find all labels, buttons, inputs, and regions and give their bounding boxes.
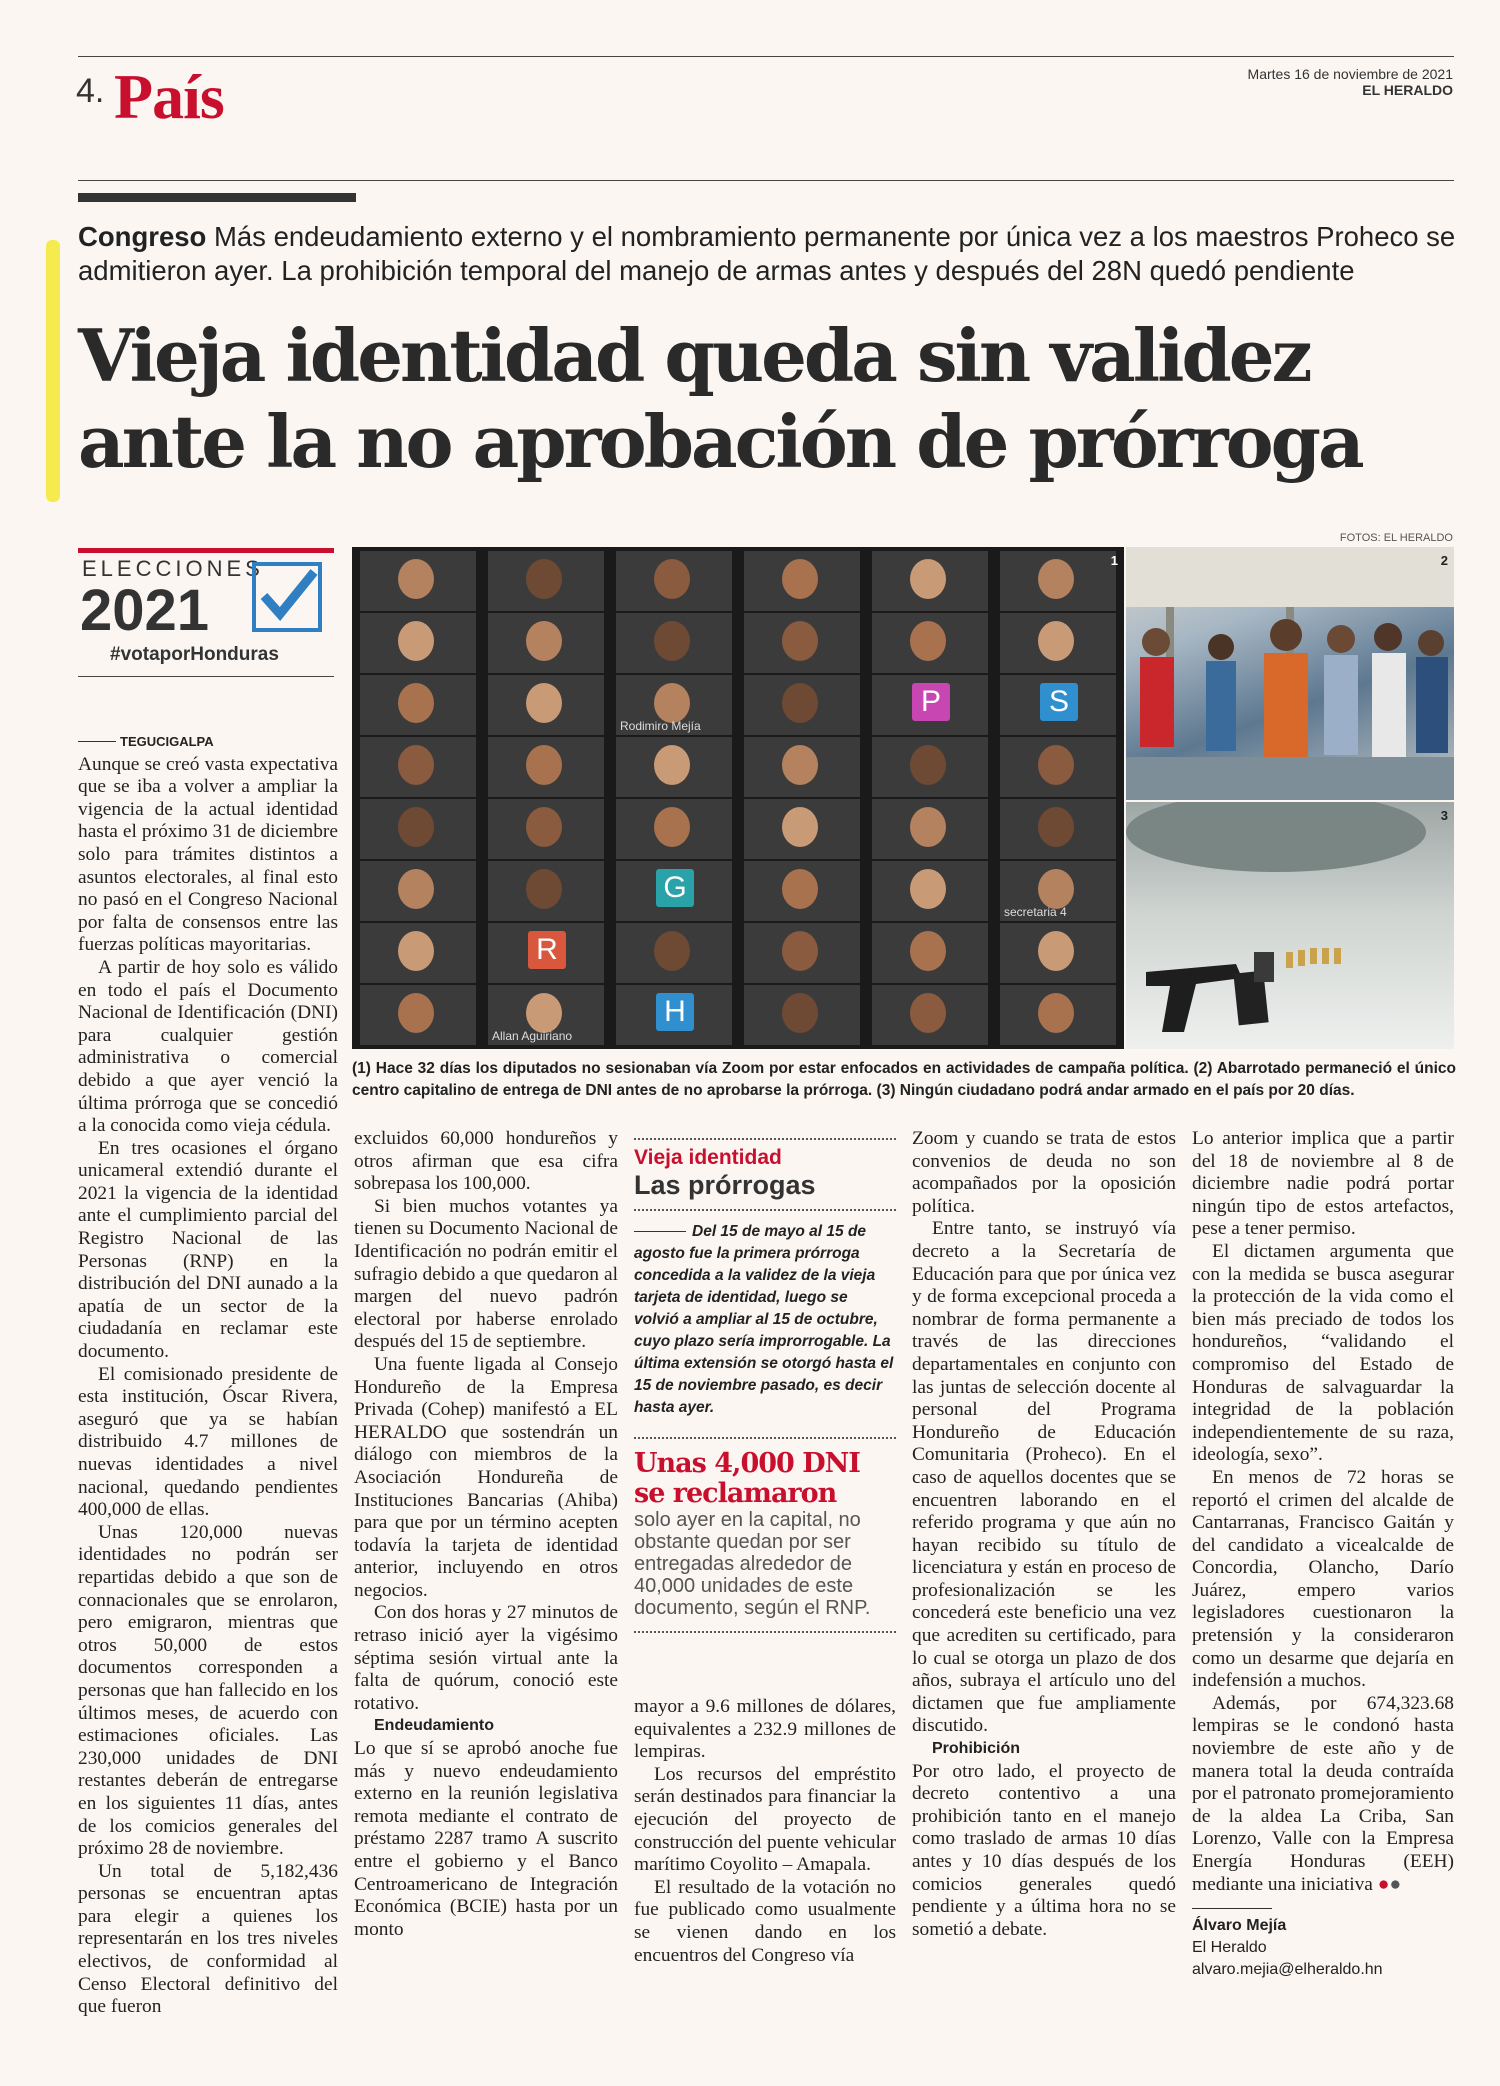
- zoom-tile: [872, 923, 988, 983]
- participant-face: [782, 993, 818, 1033]
- paragraph: [1192, 1693, 1454, 1896]
- paragraph: mayor a 9.6 millones de dólares, equivalentes a 232.9 millones de lempiras.: [634, 1696, 896, 1763]
- sidebar-rule: [634, 1231, 686, 1232]
- headline-line-1: Vieja identidad queda sin validez: [78, 313, 1310, 398]
- zoom-session-photo: [352, 547, 1124, 1049]
- paragraph: El dictamen argumenta que con la medida se busca asegurar la protección de la vida como el bien más preciado de todos los hondureños, “validando el compromiso del Estado de Honduras de salvaguardar la integridad de la población independientemente de su raza, ideología, sexo”.: [1192, 1240, 1454, 1466]
- zoom-name-label: Rodimiro Mejía: [620, 719, 701, 733]
- participant-face: [782, 621, 818, 661]
- article-column-5: [1192, 1128, 1454, 1981]
- article-column-4: [912, 1128, 1176, 1941]
- paragraph: Aunque se creó vasta expectativa que se iba a volver a ampliar la vigencia de la actual identidad hasta el próximo 31 de diciembre solo para trámites distintos a asuntos electorales, al final esto no pasó en el Congreso Nacional por falta de consensos entre las fuerzas políticas mayoritarias.: [78, 753, 338, 956]
- logo-year: 2021: [80, 578, 210, 643]
- zoom-tile: [744, 923, 860, 983]
- zoom-tile: [616, 675, 732, 735]
- zoom-tile: [616, 923, 732, 983]
- photo-caption: (1) Hace 32 días los diputados no sesionaban vía Zoom por estar enfocados en actividades de campaña política. (2) Abarrotado permaneció el único centro capitalino de entrega de DNI antes de no aprobarse la prórroga. (3) Ningún ciudadano podrá andar armado en el país por 20 días.: [352, 1060, 1456, 1099]
- subhead-prohibicion: Prohibición: [932, 1740, 1020, 1758]
- participant-face: [910, 993, 946, 1033]
- zoom-avatar-letter: P: [912, 683, 950, 721]
- highlighter-mark: [46, 240, 60, 502]
- participant-face: [398, 993, 434, 1033]
- paragraph: En menos de 72 horas se reportó el crimen del alcalde de Cantarranas, Francisco Gaitán y del candidato a vicealcalde de Concordia, Olancho, Darío Juárez, empero varios legisladores cuestionaron la pretensión y la consideraron como un desarme que dejaría en indefensión a muchos.: [1192, 1466, 1454, 1692]
- author-rule: [1192, 1908, 1272, 1909]
- zoom-tile: [744, 551, 860, 611]
- participant-face: [782, 683, 818, 723]
- zoom-tile: [744, 861, 860, 921]
- zoom-tile: [872, 985, 988, 1045]
- zoom-tile: [872, 799, 988, 859]
- subhead-endeudamiento: Endeudamiento: [374, 1717, 495, 1735]
- participant-face: [654, 745, 690, 785]
- participant-face: [398, 931, 434, 971]
- participant-face: [1038, 931, 1074, 971]
- date-text: Martes 16 de noviembre de 2021: [1247, 66, 1453, 82]
- participant-face: [1038, 621, 1074, 661]
- section-title: País: [114, 61, 224, 132]
- article-column-2: [354, 1128, 618, 1941]
- zoom-avatar-letter: S: [1040, 683, 1078, 721]
- zoom-tile: [488, 675, 604, 735]
- participant-face: [398, 683, 434, 723]
- participant-face: [654, 931, 690, 971]
- dateline-location: TEGUCIGALPA: [120, 734, 214, 749]
- zoom-tile: [744, 613, 860, 673]
- sidebar-dotted-rule: [634, 1138, 896, 1140]
- zoom-tile: [360, 923, 476, 983]
- paragraph: Lo anterior implica que a partir del 18 de noviembre al 8 de diciembre nadie podrá portar ningún tipo de estos artefactos, pese a tener permiso.: [1192, 1128, 1454, 1240]
- author-org: El Heraldo: [1192, 1939, 1267, 1957]
- participant-face: [654, 683, 690, 723]
- paragraph: Por otro lado, el proyecto de decreto contentivo a una prohibición tanto en el manejo como traslado de armas 10 días antes y 10 días después de los comicios generales quedó pendiente y a última hora no se sometió a debate.: [912, 1760, 1176, 1940]
- paragraph: Una fuente ligada al Consejo Hondureño de la Empresa Privada (Cohep) manifestó a EL HERALDO que sostendrán un diálogo con miembros de la Asociación Hondureña de Instituciones Bancarias (Ahiba) para que por un término acepten todavía la tarjeta de identidad anterior, incluyendo en otros negocios.: [354, 1353, 618, 1601]
- zoom-tile: [616, 737, 732, 797]
- zoom-tile: [1000, 551, 1116, 611]
- zoom-tile: [616, 613, 732, 673]
- zoom-avatar-letter: H: [656, 993, 694, 1031]
- headline-line-2: ante la no aprobación de prórroga: [78, 399, 1362, 484]
- photo-number-3: 3: [1440, 808, 1448, 823]
- zoom-tile: [488, 861, 604, 921]
- paragraph: A partir de hoy solo es válido en todo el país el Documento Nacional de Identificación (DNI) para cualquier gestión administrativa o comercial debido a que ayer venció la última prórroga que se concedió a la conocida como vieja cédula.: [78, 956, 338, 1137]
- paper-name: EL HERALDO: [1362, 82, 1453, 98]
- participant-face: [654, 807, 690, 847]
- dateline-rule: [78, 741, 116, 742]
- photo-credit: FOTOS: EL HERALDO: [1339, 532, 1453, 544]
- paragraph: El comisionado presidente de esta institución, Óscar Rivera, aseguró que ya se habían distribuido 4.7 millones de nuevas identidades a nivel nacional, quedando pendientes 400,000 de ellas.: [78, 1363, 338, 1521]
- zoom-tile: [616, 799, 732, 859]
- zoom-tile: [488, 799, 604, 859]
- participant-face: [910, 745, 946, 785]
- participant-face: [1038, 993, 1074, 1033]
- participant-face: [654, 621, 690, 661]
- participant-face: [526, 869, 562, 909]
- participant-face: [526, 559, 562, 599]
- zoom-tile: [1000, 737, 1116, 797]
- participant-face: [526, 621, 562, 661]
- paragraph: Con dos horas y 27 minutos de retraso inició ayer la vigésimo séptima sesión virtual ante la falta de quórum, conoció este rotativo.: [354, 1602, 618, 1714]
- participant-face: [1038, 807, 1074, 847]
- article-column-1: [78, 730, 338, 2019]
- end-mark-icon: ●: [1377, 1873, 1390, 1895]
- zoom-tile: [360, 737, 476, 797]
- zoom-tile: [1000, 861, 1116, 921]
- participant-face: [910, 807, 946, 847]
- zoom-tile: [488, 923, 604, 983]
- participant-face: [910, 621, 946, 661]
- page-number: 4.: [76, 72, 105, 110]
- photo-number-1: 1: [1110, 553, 1118, 568]
- paragraph: Entre tanto, se instruyó vía decreto a la Secretaría de Educación para que por única vez y de forma excepcional proceda a nombrar de forma permanente a través de las direcciones departamentales en conjunto con las juntas de selección docente al personal del Programa Hondureño de Educación Comunitaria (Proheco). En el caso de aquellos docentes que se encuentren laborando en el referido programa y que aún no hayan recibido su título de licenciatura y están en proceso de profesionalización se les concederá este beneficio una vez que acrediten su certificado, para lo cual se otorga un plazo de dos años, subraya el artículo uno del dictamen que fue ampliamente discutido.: [912, 1218, 1176, 1737]
- zoom-avatar-letter: G: [656, 869, 694, 907]
- paragraph: Zoom y cuando se trata de estos convenios de deuda no son acompañados por la oposición política.: [912, 1128, 1176, 1217]
- participant-face: [782, 807, 818, 847]
- participant-face: [526, 993, 562, 1033]
- sidebar-text: [634, 1221, 896, 1419]
- sidebar-text-body: Del 15 de mayo al 15 de agosto fue la primera prórroga concedida a la validez de la vieja tarjeta de identidad, luego se volvió a ampliar al 15 de octubre, cuyo plazo sería improrrogable. La última extensión se otorgó hasta el 15 de noviembre pasado, es decir hasta ayer.: [634, 1223, 894, 1416]
- kicker-text: Más endeudamiento externo y el nombramiento permanente por única vez a los maestros Proheco se admitieron ayer. La prohibición temporal del manejo de armas antes y después del 28N quedó pendiente: [78, 221, 1456, 286]
- participant-face: [526, 745, 562, 785]
- crowd-illustration: [1126, 547, 1454, 800]
- zoom-tile: [488, 551, 604, 611]
- issue-date: [1248, 66, 1453, 98]
- zoom-tile: [488, 737, 604, 797]
- author-email[interactable]: alvaro.mejia@elheraldo.hn: [1192, 1961, 1383, 1979]
- paragraph: Un total de 5,182,436 personas se encuentran aptas para elegir a quienes los representarán en los tres niveles electivos, de conformidad al Censo Electoral definitivo del que fueron: [78, 1860, 338, 2018]
- elections-logo: [78, 548, 334, 668]
- zoom-tile: [1000, 923, 1116, 983]
- participant-face: [526, 807, 562, 847]
- sidebar-dotted-rule: [634, 1631, 896, 1633]
- paragraph: En tres ocasiones el órgano unicameral extendió durante el 2021 la vigencia de la identidad ante el cumplimiento parcial del Registro Nacional de las Personas (RNP) en la distribución del DNI aunado a la apatía de un sector de la ciudadanía en reclamar este documento.: [78, 1137, 338, 1363]
- sidebar-dotted-rule: [634, 1437, 896, 1439]
- zoom-tile: [488, 613, 604, 673]
- photo-number-2: 2: [1440, 553, 1448, 568]
- participant-face: [1038, 559, 1074, 599]
- kicker-label: Congreso: [78, 221, 207, 252]
- participant-face: [910, 559, 946, 599]
- sidebar-kicker: Vieja identidad: [634, 1146, 782, 1169]
- kicker: [78, 220, 1458, 288]
- author-name: Álvaro Mejía: [1192, 1917, 1287, 1935]
- paragraph: excluidos 60,000 hondureños y otros afirman que esa cifra sobrepasa los 100,000.: [354, 1128, 618, 1195]
- zoom-tile: [744, 985, 860, 1045]
- zoom-tile: [360, 799, 476, 859]
- participant-face: [526, 683, 562, 723]
- gun-illustration: [1126, 802, 1454, 1049]
- participant-face: [398, 807, 434, 847]
- paragraph-text: Además, por 674,323.68 lempiras se le condonó hasta noviembre de este año y de manera total la deuda contraída por el patronato promejoramiento de la aldea La Criba, San Lorenzo, Valle con la Empresa Energía Honduras (EEH) mediante una iniciativa: [1192, 1692, 1454, 1895]
- zoom-tile: [1000, 985, 1116, 1045]
- participant-face: [398, 621, 434, 661]
- zoom-name-label: secretaria 4: [1004, 905, 1067, 919]
- zoom-tile: [360, 551, 476, 611]
- logo-underline: [78, 676, 334, 677]
- participant-face: [910, 869, 946, 909]
- zoom-tile: [360, 675, 476, 735]
- logo-title: ELECCIONES: [82, 556, 264, 581]
- zoom-tile: [616, 551, 732, 611]
- logo-hashtag: #votaporHonduras: [110, 644, 279, 665]
- zoom-avatar-letter: R: [528, 931, 566, 969]
- weapon-photo: [1126, 802, 1454, 1049]
- top-rule: [78, 56, 1454, 57]
- zoom-tile: [872, 675, 988, 735]
- zoom-tile: [1000, 675, 1116, 735]
- zoom-tile: [616, 985, 732, 1045]
- participant-face: [1038, 745, 1074, 785]
- zoom-tile: [872, 613, 988, 673]
- zoom-tile: [360, 985, 476, 1045]
- paragraph: Si bien muchos votantes ya tienen su Documento Nacional de Identificación no podrán emitir el sufragio debido a que quedaron al margen del nuevo padrón electoral por haberse enrolado después del 15 de septiembre.: [354, 1195, 618, 1353]
- participant-face: [398, 559, 434, 599]
- dni-center-crowd-photo: [1126, 547, 1454, 800]
- zoom-tile: [744, 675, 860, 735]
- zoom-tile: [616, 861, 732, 921]
- logo-red-bar: [78, 548, 334, 553]
- callout-text: solo ayer en la capital, no obstante quedan por ser entregadas alrededor de 40,000 unidades de este documento, según el RNP.: [634, 1509, 871, 1619]
- zoom-tile: [1000, 799, 1116, 859]
- participant-face: [782, 931, 818, 971]
- paragraph: Los recursos del empréstito serán destinados para financiar la ejecución del proyecto de construcción del puente vehicular marítimo Coyolito – Amapala.: [634, 1763, 896, 1876]
- zoom-tile: [1000, 613, 1116, 673]
- participant-face: [398, 745, 434, 785]
- participant-face: [910, 931, 946, 971]
- author-block: [1192, 1915, 1454, 1981]
- callout-headline: Unas 4,000 DNI se reclamaron: [634, 1448, 860, 1509]
- zoom-tile: [872, 737, 988, 797]
- kicker-bar: [78, 193, 356, 202]
- participant-face: [782, 559, 818, 599]
- zoom-tile: [744, 799, 860, 859]
- zoom-tile: [488, 985, 604, 1045]
- dateline: [78, 730, 338, 754]
- zoom-tile: [744, 737, 860, 797]
- zoom-tile: [872, 551, 988, 611]
- participant-face: [1038, 869, 1074, 909]
- zoom-tile: [872, 861, 988, 921]
- participant-face: [654, 559, 690, 599]
- participant-face: [782, 869, 818, 909]
- paragraph: Unas 120,000 nuevas identidades no podrán ser repartidas debido a que son de connacionales que se enrolaron, pero emigraron, mientras que otros 50,000 de estos documentos corresponden a personas que han fallecido en los últimos meses, de acuerdo con estimaciones oficiales. Las 230,000 unidades de DNI restantes deberán de entregarse en los siguientes 11 días, antes de los comicios generales del próximo 28 de noviembre.: [78, 1521, 338, 1860]
- zoom-tile: [360, 861, 476, 921]
- article-column-3: [634, 1696, 896, 1967]
- header-rule: [78, 180, 1454, 181]
- sidebar-dotted-rule: [634, 1209, 896, 1211]
- sidebar-title: Las prórrogas: [634, 1170, 816, 1200]
- sidebar-prorrogas: [634, 1138, 896, 1633]
- zoom-tile: [360, 613, 476, 673]
- end-mark-icon: ●: [1389, 1873, 1402, 1895]
- paragraph: El resultado de la votación no fue publicado como usualmente se vienen dando en los encuentros del Congreso vía: [634, 1876, 896, 1966]
- paragraph: Lo que sí se aprobó anoche fue más y nuevo endeudamiento externo en la reunión legislativa remota mediante el contrato de préstamo 2287 tramo A suscrito entre el gobierno y el Banco Centroamericano de Integración Económica (BCIE) hasta por un monto: [354, 1738, 618, 1940]
- participant-face: [782, 745, 818, 785]
- check-box-icon: [252, 562, 322, 632]
- zoom-name-label: Allan Aguiriano: [492, 1029, 573, 1043]
- participant-face: [398, 869, 434, 909]
